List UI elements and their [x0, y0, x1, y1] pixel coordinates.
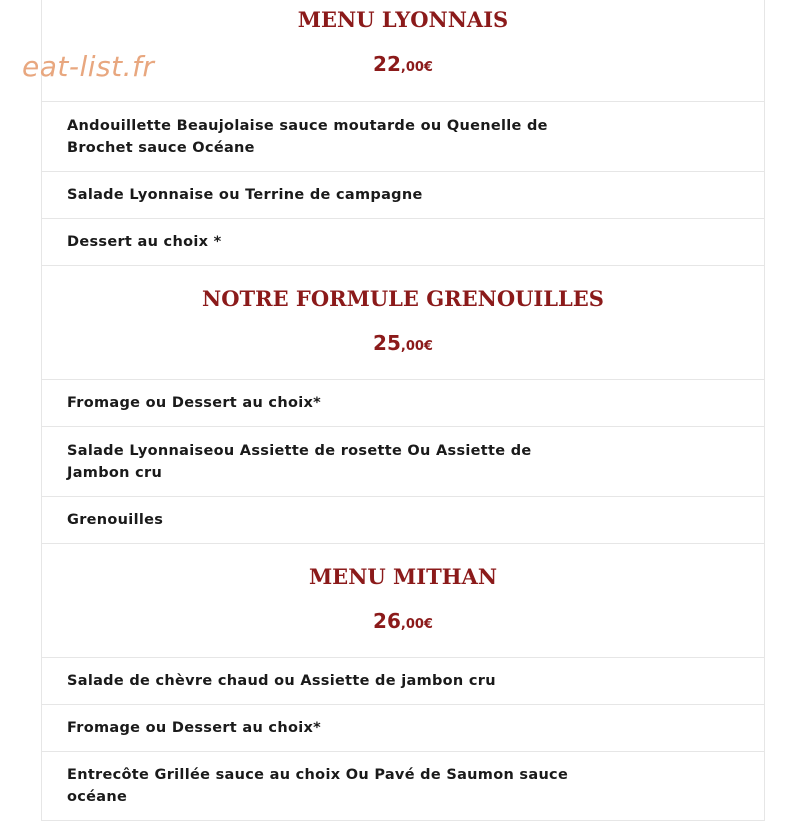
menu-header-grenouilles	[42, 265, 764, 379]
menu-price	[42, 331, 764, 359]
menu-item	[42, 751, 764, 821]
menu-item	[42, 101, 764, 171]
menu-item	[42, 171, 764, 218]
price-decimal: ,00€	[400, 617, 433, 632]
menu-item-label: Grenouilles	[67, 512, 164, 528]
menu-item	[42, 704, 764, 751]
menu-header-mithan	[42, 543, 764, 657]
price-integer: 22	[373, 52, 401, 76]
menu-item-label: Entrecôte Grillée sauce au choix Ou Pavé de Saumon sauce océane	[67, 767, 569, 805]
menu-item	[42, 657, 764, 704]
menu-item-label: Fromage ou Dessert au choix*	[67, 720, 322, 736]
menu-item	[42, 426, 764, 496]
menu-item-label: Salade Lyonnaise ou Terrine de campagne	[67, 187, 423, 203]
menu-title: MENU LYONNAIS	[297, 7, 509, 32]
price-decimal: ,00€	[400, 60, 433, 75]
menu-item-label: Salade de chèvre chaud ou Assiette de jambon cru	[67, 673, 496, 689]
price-integer: 25	[373, 331, 401, 355]
menu-item-label: Salade Lyonnaiseou Assiette de rosette Ou Assiette de Jambon cru	[67, 442, 532, 481]
menu-item	[42, 379, 764, 426]
watermark-text: eat-list.fr	[22, 50, 155, 83]
menu-card	[41, 0, 765, 821]
menu-item-label: Dessert au choix *	[67, 234, 222, 250]
price-integer: 26	[373, 609, 401, 633]
menu-title: MENU MITHAN	[308, 564, 498, 589]
menu-item-label: Andouillette Beaujolaise sauce moutarde ou Quenelle de Brochet sauce Océane	[67, 117, 548, 156]
price-decimal: ,00€	[400, 339, 433, 354]
menu-item	[42, 496, 764, 543]
menu-title: NOTRE FORMULE GRENOUILLES	[202, 286, 604, 311]
menu-item	[42, 218, 764, 265]
menu-item-label: Fromage ou Dessert au choix*	[67, 395, 322, 411]
menu-price	[42, 609, 764, 637]
